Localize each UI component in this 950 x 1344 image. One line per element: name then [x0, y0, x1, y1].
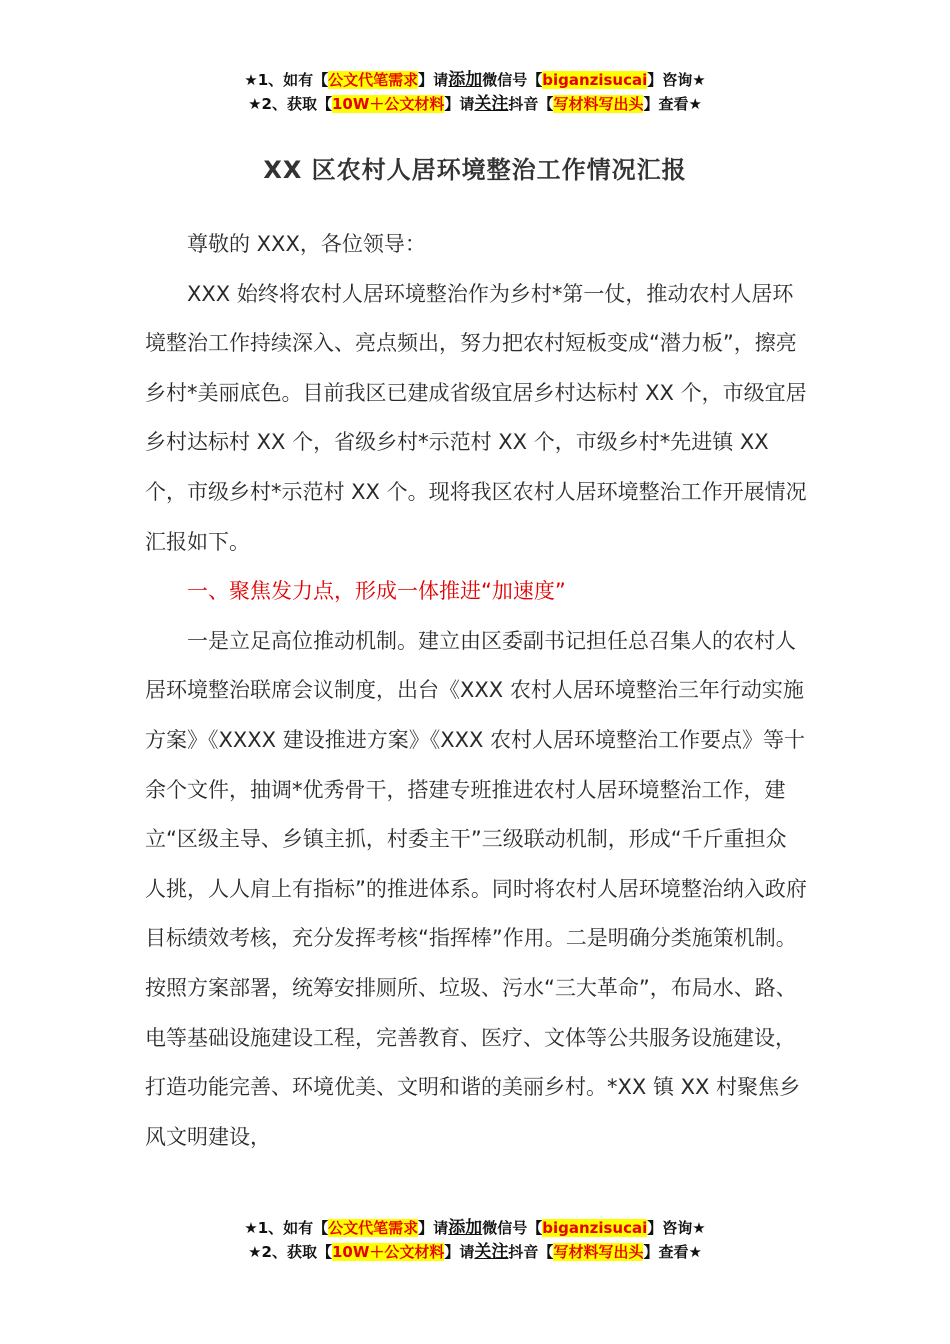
promo-douyin-id: 写材料写出头 [553, 95, 644, 113]
promo-text: 】请 [418, 71, 449, 89]
promo-highlight: 10W＋公文材料 [331, 95, 445, 113]
intro-paragraph: XXX 始终将农村人居环境整治作为乡村*第一仗，推动农村人居环境整治工作持续深入、亮点频出，努力把农村短板变成“潜力板”，擦亮乡村*美丽底色。目前我区已建成省级宜居乡村达标村 XX 个，市级宜居乡村达标村 XX 个，省级乡村*示范村 XX 个，市级乡村*先进镇 XX 个，市级乡村*示范村 XX 个。现将我区农村人居环境整治工作开展情况汇报如下。 [145, 281, 807, 554]
section-paragraph: 一是立足高位推动机制。建立由区委副书记担任总召集人的农村人居环境整治联席会议制度，出台《XXX 农村人居环境整治三年行动实施方案》《XXXX 建设推进方案》《XXX 农村人居环境整治工作要点》等十余个文件，抽调*优秀骨干，搭建专班推进农村人居环境整治工作，建立“区级主导、乡镇主抓，村委主干”三级联动机制，形成“千斤重担众人挑，人人肩上有指标”的推进体系。同时将农村人居环境整治纳入政府目标绩效考核，充分发挥考核“指挥棒”作用。二是明确分类施策机制。按照方案部署，统筹安排厕所、垃圾、污水“三大革命”，布局水、路、电等基础设施建设工程，完善教育、医疗、文体等公共服务设施建设，打造功能完善、环境优美、文明和谐的美丽乡村。*XX 镇 XX 村聚焦乡风文明建设， [145, 628, 807, 1149]
promo-douyin-id: 写材料写出头 [553, 1243, 644, 1261]
promo-underline: 添加 [448, 70, 483, 90]
section-heading: 一、聚焦发力点，形成一体推进“加速度” [187, 579, 566, 604]
promo-highlight: 10W＋公文材料 [331, 1243, 445, 1261]
promo-line-2 [0, 1240, 950, 1264]
promo-text: 】咨询★ [647, 71, 706, 89]
promo-text: 】请 [444, 1243, 475, 1261]
promo-line-1 [0, 1216, 950, 1240]
promo-wechat-id: biganzisucai [542, 71, 648, 89]
promo-text: ★1、如有【 [244, 71, 329, 89]
promo-underline: 关注 [474, 94, 509, 114]
promo-banner-top [0, 68, 950, 116]
promo-text: 】咨询★ [647, 1219, 706, 1237]
document-body [145, 220, 807, 1162]
promo-text: 】查看★ [643, 1243, 702, 1261]
promo-text: 微信号【 [482, 1219, 543, 1237]
document-title: XX 区农村人居环境整治工作情况汇报 [263, 156, 687, 184]
promo-text: ★2、获取【 [248, 1243, 332, 1261]
promo-highlight: 公文代笔需求 [328, 71, 419, 89]
promo-text: 抖音【 [508, 1243, 554, 1261]
salutation: 尊敬的 XXX，各位领导： [187, 232, 426, 256]
promo-underline: 添加 [448, 1218, 483, 1238]
promo-underline: 关注 [474, 1242, 509, 1262]
promo-text: 】请 [418, 1219, 449, 1237]
promo-line-2 [0, 92, 950, 116]
promo-text: 】查看★ [643, 95, 702, 113]
promo-line-1 [0, 68, 950, 92]
promo-highlight: 公文代笔需求 [328, 1219, 419, 1237]
promo-text: ★2、获取【 [248, 95, 332, 113]
promo-text: 】请 [444, 95, 475, 113]
promo-text: 微信号【 [482, 71, 543, 89]
promo-wechat-id: biganzisucai [542, 1219, 648, 1237]
promo-banner-bottom [0, 1216, 950, 1264]
promo-text: ★1、如有【 [244, 1219, 329, 1237]
promo-text: 抖音【 [508, 95, 554, 113]
